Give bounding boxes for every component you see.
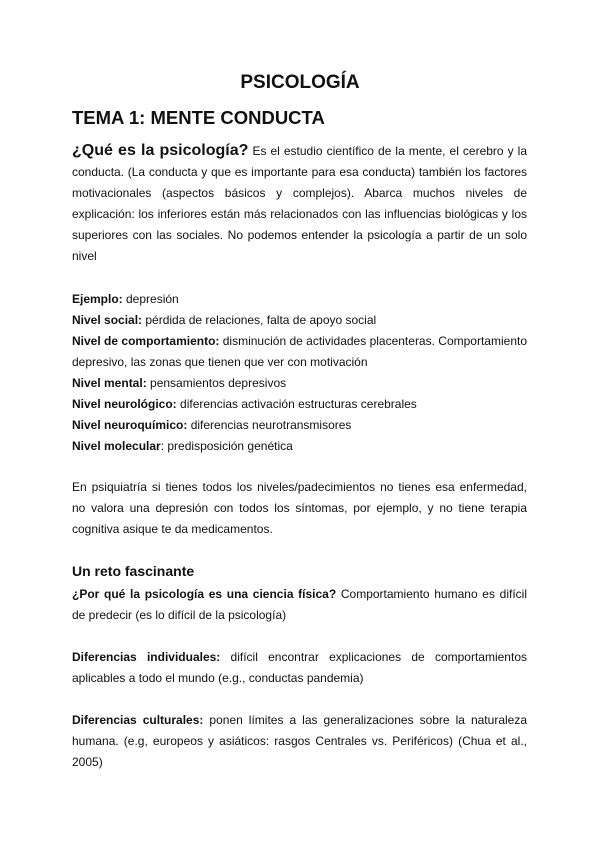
section2-label: ¿Por qué la psicología es una ciencia física?	[72, 587, 337, 601]
level-text: diferencias activación estructuras cerebrales	[176, 397, 417, 411]
level-text: : predisposición genética	[160, 439, 293, 453]
level-text: depresión	[122, 292, 179, 306]
level-item	[72, 436, 527, 457]
levels-list	[72, 289, 527, 457]
level-label: Nivel molecular	[72, 439, 161, 453]
level-label: Nivel mental:	[72, 376, 147, 390]
level-item	[72, 289, 527, 310]
level-item	[72, 415, 527, 436]
section2-text: ponen límites a las generalizaciones sobre la naturaleza humana. (e.g, europeos y asiáticos: rasgos Centrales vs. Periféricos) (Chua et al., 2005)	[72, 713, 528, 769]
section2-label: Diferencias culturales:	[72, 713, 204, 727]
section2-item	[72, 647, 527, 689]
psychiatry-paragraph: En psiquiatría si tienes todos los niveles/padecimientos no tienes esa enfermedad, no valora una depresión con todos los síntomas, por ejemplo, y no tiene terapia cognitiva asique te da medicamentos.	[72, 480, 527, 536]
section-heading: Un reto fascinante	[72, 563, 195, 579]
level-text: pensamientos depresivos	[146, 376, 287, 390]
level-label: Nivel de comportamiento:	[72, 334, 220, 348]
intro-text: Es el estudio científico de la mente, el cerebro y la conducta. (La conducta y que es importante para esa conducta) también los factores motivacionales (aspectos básicos y complejos). Abarca muchos niveles de explicación: los inferiores están más relacionados con las influencias biológicas y los superiores con las sociales. No podemos entender la psicología a partir de un solo nivel	[72, 144, 528, 263]
section2-label: Diferencias individuales:	[72, 650, 221, 664]
level-text: diferencias neurotransmisores	[187, 418, 352, 432]
level-label: Nivel neurológico:	[72, 397, 177, 411]
level-item	[72, 331, 527, 373]
level-label: Nivel social:	[72, 313, 143, 327]
intro-paragraph	[72, 140, 527, 267]
section2-text: Comportamiento humano es difícil de predecir (es lo difícil de la psicología)	[72, 587, 527, 622]
section2-item	[72, 584, 527, 626]
topic-heading: TEMA 1: MENTE CONDUCTA	[72, 107, 325, 128]
section2-item	[72, 710, 527, 773]
level-label: Ejemplo:	[72, 292, 123, 306]
level-item	[72, 310, 527, 331]
level-text: disminución de actividades placenteras. Comportamiento depresivo, las zonas que tienen que ver con motivación	[72, 334, 528, 369]
section2-body	[72, 584, 527, 794]
level-text: pérdida de relaciones, falta de apoyo social	[142, 313, 377, 327]
intro-question: ¿Qué es la psicología?	[72, 142, 249, 159]
document-title: PSICOLOGÍA	[240, 72, 360, 93]
level-item	[72, 373, 527, 394]
section2-text: difícil encontrar explicaciones de comportamientos aplicables a todo el mundo (e.g., conductas pandemia)	[72, 650, 527, 685]
level-item	[72, 394, 527, 415]
level-label: Nivel neuroquímico:	[72, 418, 188, 432]
